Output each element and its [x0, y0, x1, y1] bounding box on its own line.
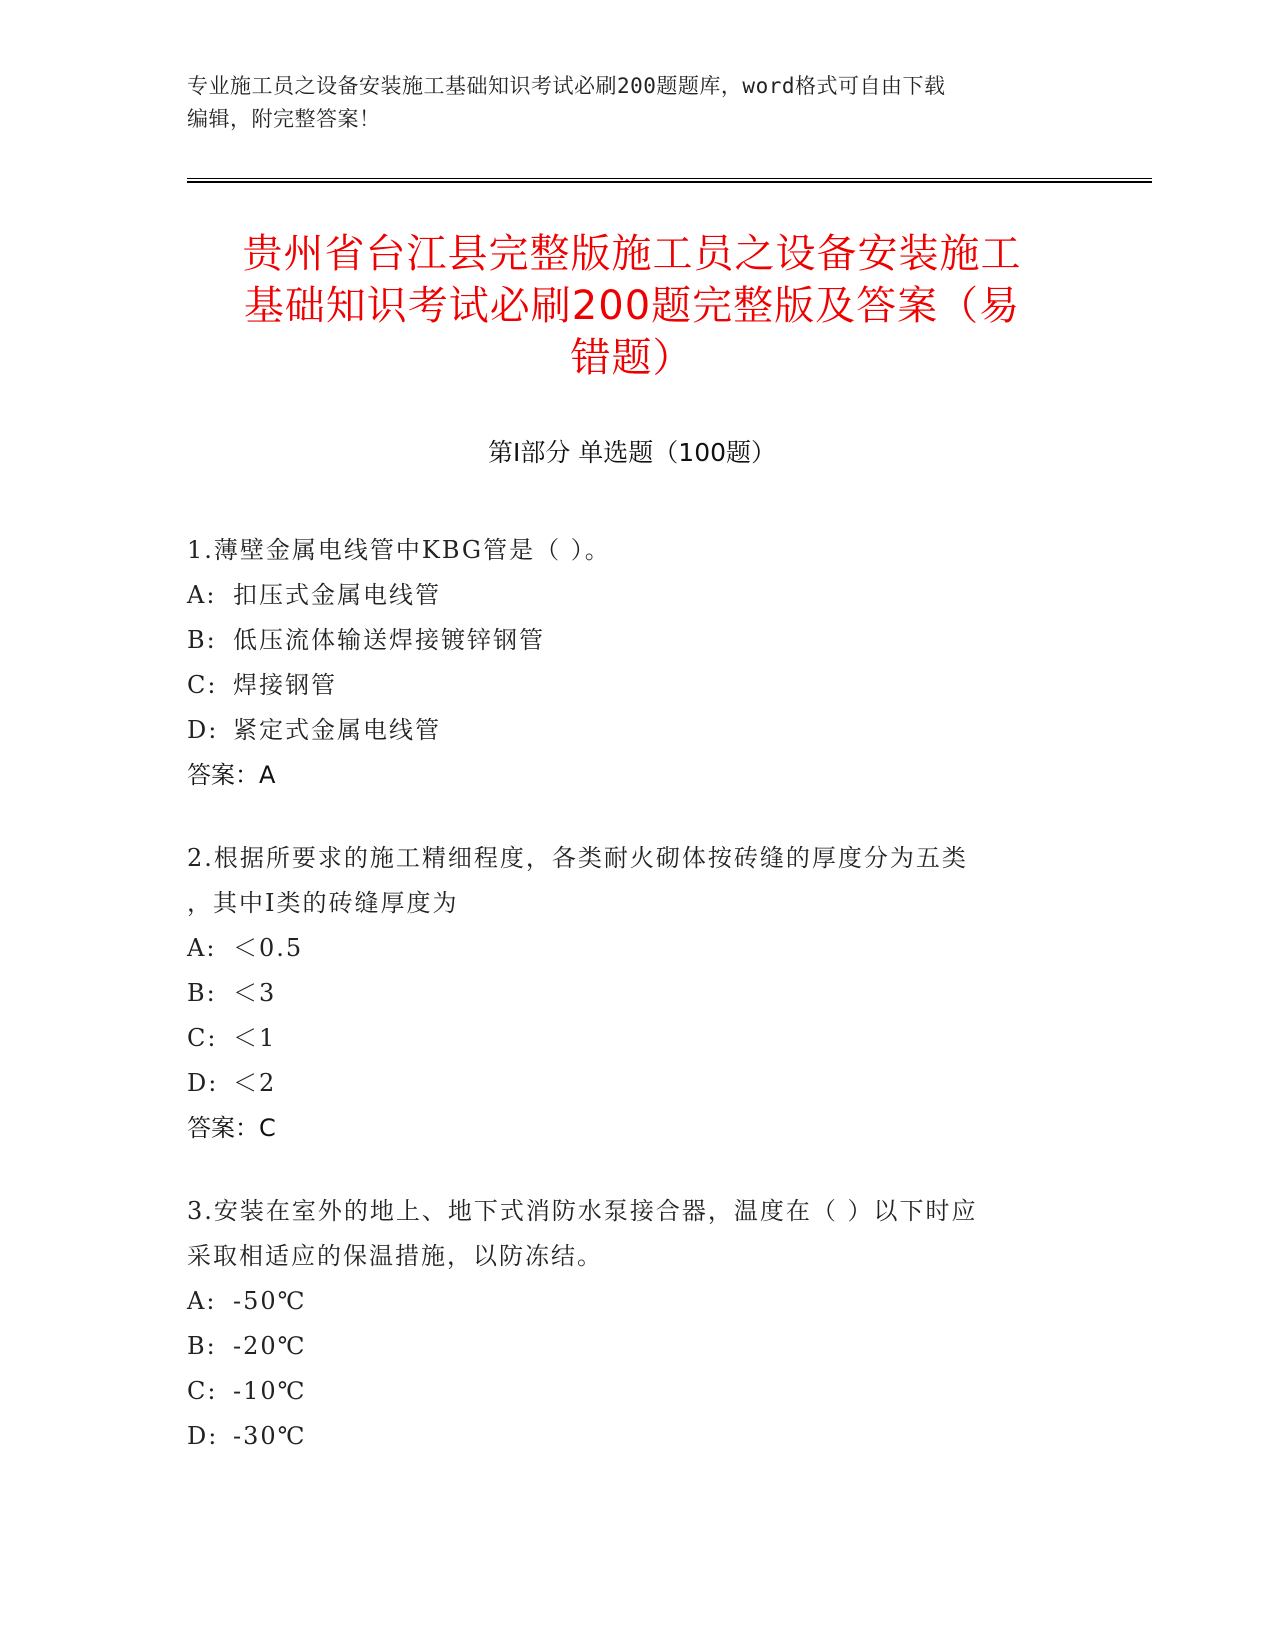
- option-c: [187, 1016, 1087, 1061]
- option-text: -50℃: [233, 1287, 307, 1315]
- divider-thick-line: [187, 181, 1152, 183]
- question-item: [187, 1189, 1087, 1459]
- option-text: 低压流体输送焊接镀锌钢管: [233, 626, 545, 654]
- question-item: [187, 528, 1087, 798]
- option-letter: B:: [187, 626, 217, 654]
- option-b: [187, 971, 1087, 1016]
- header-divider: [187, 178, 1152, 183]
- option-d: [187, 708, 1087, 753]
- answer-line: 答案：A: [187, 761, 276, 789]
- option-text: 紧定式金属电线管: [233, 716, 441, 744]
- option-letter: C:: [187, 1377, 218, 1405]
- option-text: ＜2: [233, 1069, 277, 1097]
- question-stem: 3.安装在室外的地上、地下式消防水泵接合器，温度在（ ）以下时应: [187, 1197, 978, 1225]
- option-letter: C:: [187, 671, 218, 699]
- question-stem-continued: 采取相适应的保温措施，以防冻结。: [187, 1242, 603, 1270]
- header-note: [187, 70, 1077, 136]
- option-b: [187, 1324, 1087, 1369]
- option-letter: D:: [187, 1069, 219, 1097]
- option-letter: B:: [187, 1332, 217, 1360]
- option-a: [187, 926, 1087, 971]
- option-text: -20℃: [233, 1332, 307, 1360]
- section-heading: 第Ⅰ部分 单选题（100题）: [487, 438, 777, 467]
- option-text: 焊接钢管: [233, 671, 337, 699]
- option-letter: B:: [187, 979, 217, 1007]
- question-stem: 1.薄壁金属电线管中KBG管是（ ）。: [187, 536, 611, 564]
- option-b: [187, 618, 1087, 663]
- option-text: -30℃: [233, 1422, 307, 1450]
- option-text: ＜1: [233, 1024, 277, 1052]
- header-note-line: 专业施工员之设备安装施工基础知识考试必刷200题题库，word格式可自由下载: [187, 74, 946, 98]
- question-item: [187, 836, 1087, 1151]
- answer-line: 答案：C: [187, 1114, 276, 1142]
- title-line: 基础知识考试必刷200题完整版及答案（易: [243, 283, 1021, 329]
- option-letter: A:: [187, 934, 217, 962]
- option-c: [187, 1369, 1087, 1414]
- title-line: 错题）: [570, 335, 694, 381]
- option-letter: A:: [187, 581, 217, 609]
- divider-thin-line: [187, 178, 1152, 179]
- option-d: [187, 1061, 1087, 1106]
- option-letter: D:: [187, 716, 219, 744]
- question-stem: 2.根据所要求的施工精细程度，各类耐火砌体按砖缝的厚度分为五类: [187, 844, 968, 872]
- document-title: [187, 228, 1077, 384]
- option-letter: D:: [187, 1422, 219, 1450]
- title-line: 贵州省台江县完整版施工员之设备安装施工: [242, 231, 1022, 277]
- option-text: ＜0.5: [233, 934, 304, 962]
- option-text: -10℃: [233, 1377, 307, 1405]
- option-c: [187, 663, 1087, 708]
- option-letter: A:: [187, 1287, 217, 1315]
- option-d: [187, 1414, 1087, 1459]
- option-letter: C:: [187, 1024, 218, 1052]
- option-a: [187, 1279, 1087, 1324]
- option-a: [187, 573, 1087, 618]
- option-text: 扣压式金属电线管: [233, 581, 441, 609]
- option-text: ＜3: [233, 979, 277, 1007]
- question-stem-continued: ，其中Ⅰ类的砖缝厚度为: [187, 889, 459, 917]
- question-list: [187, 528, 1087, 1497]
- header-note-line: 编辑，附完整答案！: [187, 107, 381, 131]
